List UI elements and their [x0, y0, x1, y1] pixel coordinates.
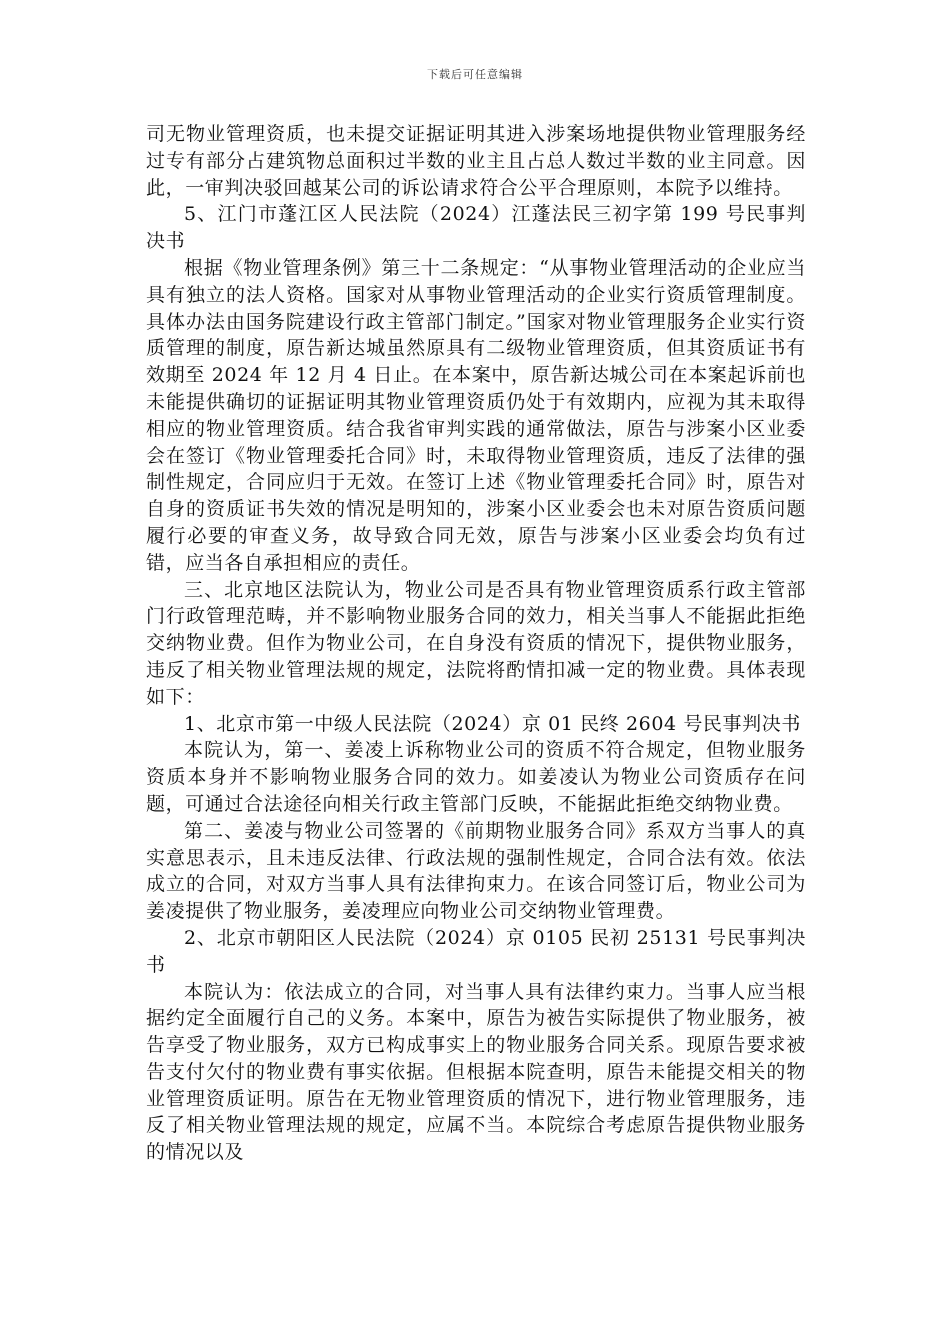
- paragraph: 2、北京市朝阳区人民法院（2024）京 0105 民初 25131 号民事判决书: [146, 926, 806, 976]
- paragraph: 第二、姜凌与物业公司签署的《前期物业服务合同》系双方当事人的真实意思表示，且未违反法律、行政法规的强制性规定，合同合法有效。依法成立的合同，对双方当事人具有法律拘束力。在该合同签订后，物业公司为姜凌提供了物业服务，姜凌理应向物业公司交纳物业管理费。: [146, 819, 806, 923]
- page-header: 下载后可任意编辑: [427, 68, 523, 81]
- paragraph: 1、北京市第一中级人民法院（2024）京 01 民终 2604 号民事判决书: [184, 712, 801, 735]
- paragraph: 司无物业管理资质，也未提交证据证明其进入涉案场地提供物业管理服务经过专有部分占建筑物总面积过半数的业主且占总人数过半数的业主同意。因此，一审判决驳回越某公司的诉讼请求符合公平合理原则，本院予以维持。: [146, 123, 806, 199]
- paragraph: 5、江门市蓬江区人民法院（2024）江蓬法民三初字第 199 号民事判决书: [146, 203, 806, 253]
- paragraph: 本院认为，第一、姜凌上诉称物业公司的资质不符合规定，但物业服务资质本身并不影响物业服务合同的效力。如姜凌认为物业公司资质存在问题，可通过合法途径向相关行政主管部门反映，不能据此拒绝交纳物业费。: [146, 739, 806, 815]
- document-body: [146, 121, 806, 1166]
- paragraph: 根据《物业管理条例》第三十二条规定：“从事物业管理活动的企业应当具有独立的法人资格。国家对从事物业管理活动的企业实行资质管理制度。具体办法由国务院建设行政主管部门制定。”国家对物业管理服务企业实行资质管理的制度，原告新达城虽然原具有二级物业管理资质，但其资质证书有效期至 2024 年 12 月 4 日止。在本案中，原告新达城公司在本案起诉前也未能提供确切的证据证明其物业管理资质仍处于有效期内，应视为其未取得相应的物业管理资质。结合我省审判实践的通常做法，原告与涉案小区业委会在签订《物业管理委托合同》时，未取得物业管理资质，违反了法律的强制性规定，合同应归于无效。在签订上述《物业管理委托合同》时，原告对自身的资质证书失效的情况是明知的，涉案小区业委会也未对原告资质问题履行必要的审查义务，故导致合同无效，原告与涉案小区业委会均负有过错，应当各自承担相应的责任。: [146, 256, 806, 574]
- paragraph: 三、北京地区法院认为，物业公司是否具有物业管理资质系行政主管部门行政管理范畴，并不影响物业服务合同的效力，相关当事人不能据此拒绝交纳物业费。但作为物业公司，在自身没有资质的情况下，提供物业服务，违反了相关物业管理法规的规定，法院将酌情扣减一定的物业费。具体表现如下：: [146, 578, 806, 708]
- paragraph: 本院认为：依法成立的合同，对当事人具有法律约束力。当事人应当根据约定全面履行自己的义务。本案中，原告为被告实际提供了物业服务，被告享受了物业服务，双方已构成事实上的物业服务合同关系。现原告要求被告支付欠付的物业费有事实依据。但根据本院查明，原告未能提交相关的物业管理资质证明。原告在无物业管理资质的情况下，进行物业管理服务，违反了相关物业管理法规的规定，应属不当。本院综合考虑原告提供物业服务的情况以及: [146, 980, 806, 1164]
